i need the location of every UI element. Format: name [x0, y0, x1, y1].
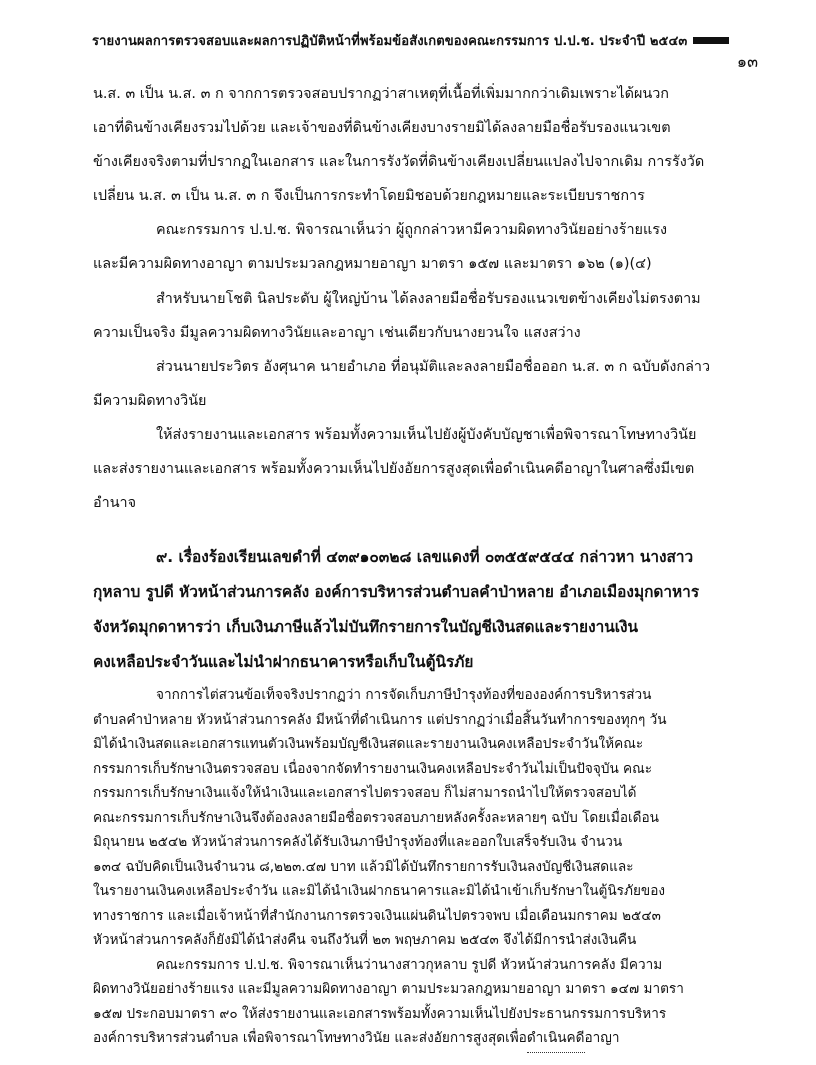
page-number: ๑๓: [736, 52, 758, 71]
body-line: ตำบลคำป่าหลาย หัวหน้าส่วนการคลัง มีหน้าที่ดำเนินการ แต่ปรากฏว่าเมื่อสิ้นวันทำการของทุกๆ วัน: [93, 711, 667, 728]
body-line: ข้างเคียงจริงตามที่ปรากฏในเอกสาร และในการรังวัดที่ดินข้างเคียงเปลี่ยนแปลงไปจากเดิม การรังวัด: [93, 154, 705, 170]
section-heading-line: จังหวัดมุกดาหารว่า เก็บเงินภาษีแล้วไม่บันทึกรายการในบัญชีเงินสดและรายงานเงิน: [93, 618, 639, 636]
body-line: มีความผิดทางวินัย: [93, 393, 207, 409]
header-black-bar: [693, 37, 729, 44]
body-line: ความเป็นจริง มีมูลความผิดทางวินัยและอาญา เช่นเดียวกับนางยวนใจ แสงสว่าง: [93, 325, 581, 341]
body-line: อำนาจ: [93, 495, 137, 511]
paragraph-start-line: ส่วนนายประวิตร อังศุนาค นายอำเภอ ที่อนุมัติและลงลายมือชื่อออก น.ส. ๓ ก ฉบับดังกล่าว: [156, 359, 711, 375]
section-heading-line: กุหลาบ รูปดี หัวหน้าส่วนการคลัง องค์การบริหารส่วนตำบลคำป่าหลาย อำเภอเมืองมุกดาหาร: [93, 583, 700, 601]
body-line: และมีความผิดทางอาญา ตามประมวลกฎหมายอาญา มาตรา ๑๕๗ และมาตรา ๑๖๒ (๑)(๔): [93, 256, 652, 272]
footer-dotted-rule: [527, 1052, 585, 1053]
body-line: องค์การบริหารส่วนตำบล เพื่อพิจารณาโทษทางวินัย และส่งอัยการสูงสุดเพื่อดำเนินคดีอาญา: [93, 1030, 620, 1046]
body-line: ทางราชการ และเมื่อเจ้าหน้าที่สำนักงานการตรวจเงินแผ่นดินไปตรวจพบ เมื่อเดือนมกราคม ๒๕๔๓: [93, 907, 661, 924]
body-line: มิได้นำเงินสดและเอกสารแทนตัวเงินพร้อมบัญชีเงินสดและรายงานเงินคงเหลือประจำวันให้คณะ: [93, 736, 644, 752]
paragraph-start-line: คณะกรรมการ ป.ป.ช. พิจารณาเห็นว่า ผู้ถูกกล่าวหามีความผิดทางวินัยอย่างร้ายแรง: [156, 222, 667, 238]
body-line: หัวหน้าส่วนการคลังก็ยังมิได้นำส่งคืน จนถึงวันที่ ๒๓ พฤษภาคม ๒๕๔๓ จึงได้มีการนำส่งเงินคืน: [93, 932, 637, 948]
body-line: ในรายงานเงินคงเหลือประจำวัน และมิได้นำเงินฝากธนาคารและมิได้นำเข้าเก็บรักษาในตู้นิรภัยของ: [93, 883, 665, 899]
body-line: และส่งรายงานและเอกสาร พร้อมทั้งความเห็นไปยังอัยการสูงสุดเพื่อดำเนินคดีอาญาในศาลซึ่งมีเขต: [93, 461, 695, 477]
body-line: มิถุนายน ๒๕๔๒ หัวหน้าส่วนการคลังได้รับเงินภาษีบำรุงท้องที่และออกใบเสร็จรับเงิน จำนวน: [93, 834, 623, 850]
body-line: ๑๓๔ ฉบับคิดเป็นเงินจำนวน ๘,๒๒๓.๔๗ บาท แล้วมิได้บันทึกรายการรับเงินลงบัญชีเงินสดและ: [93, 858, 634, 875]
body-line: เอาที่ดินข้างเคียงรวมไปด้วย และเจ้าของที่ดินข้างเคียงบางรายมิได้ลงลายมือชื่อรับรองแนวเขต: [93, 120, 671, 136]
paragraph-start-line: ให้ส่งรายงานและเอกสาร พร้อมทั้งความเห็นไปยังผู้บังคับบัญชาเพื่อพิจารณาโทษทางวินัย: [156, 427, 697, 443]
paragraph-start-line: จากการไต่สวนข้อเท็จจริงปรากฏว่า การจัดเก็บภาษีบำรุงท้องที่ขององค์การบริหารส่วน: [156, 687, 652, 703]
running-header: [92, 30, 772, 51]
body-line: กรรมการเก็บรักษาเงินแจ้งให้นำเงินและเอกสารไปตรวจสอบ ก็ไม่สามารถนำไปให้ตรวจสอบได้: [93, 785, 637, 801]
body-line: เปลี่ยน น.ส. ๓ เป็น น.ส. ๓ ก จึงเป็นการกระทำโดยมิชอบด้วยกฎหมายและระเบียบราชการ: [93, 188, 645, 204]
body-line: ผิดทางวินัยอย่างร้ายแรง และมีมูลความผิดทางอาญา ตามประมวลกฎหมายอาญา มาตรา ๑๔๗ มาตรา: [93, 981, 684, 997]
header-title: รายงานผลการตรวจสอบและผลการปฏิบัติหน้าที่พร้อมข้อสังเกตของคณะกรรมการ ป.ป.ช. ประจำปี ๒๕๔๓: [92, 34, 688, 49]
paragraph-start-line: คณะกรรมการ ป.ป.ช. พิจารณาเห็นว่านางสาวกุหลาบ รูปดี หัวหน้าส่วนการคลัง มีความ: [156, 956, 663, 973]
body-line: น.ส. ๓ เป็น น.ส. ๓ ก จากการตรวจสอบปรากฏว่าสาเหตุที่เนื้อที่เพิ่มมากกว่าเดิมเพราะได้ผนวก: [93, 86, 670, 102]
body-line: กรรมการเก็บรักษาเงินตรวจสอบ เนื่องจากจัดทำรายงานเงินคงเหลือประจำวันไม่เป็นปัจจุบัน คณะ: [93, 760, 653, 777]
section-heading-line: ๙. เรื่องร้องเรียนเลขดำที่ ๔๓๙๑๐๓๒๘ เลขแดงที่ ๐๓๕๕๙๕๔๔ กล่าวหา นางสาว: [156, 548, 694, 566]
body-line: คณะกรรมการเก็บรักษาเงินจึงต้องลงลายมือชื่อตรวจสอบภายหลังครั้งละหลายๆ ฉบับ โดยเมื่อเดือน: [93, 809, 659, 826]
paragraph-start-line: สำหรับนายโชติ นิลประดับ ผู้ใหญ่บ้าน ได้ลงลายมือชื่อรับรองแนวเขตข้างเคียงไม่ตรงตาม: [156, 291, 701, 307]
body-line: ๑๕๗ ประกอบมาตรา ๙๐ ให้ส่งรายงานและเอกสารพร้อมทั้งความเห็นไปยังประธานกรรมการบริหาร: [93, 1005, 667, 1022]
section-heading-line: คงเหลือประจำวันและไม่นำฝากธนาคารหรือเก็บในตู้นิรภัย: [93, 653, 474, 671]
